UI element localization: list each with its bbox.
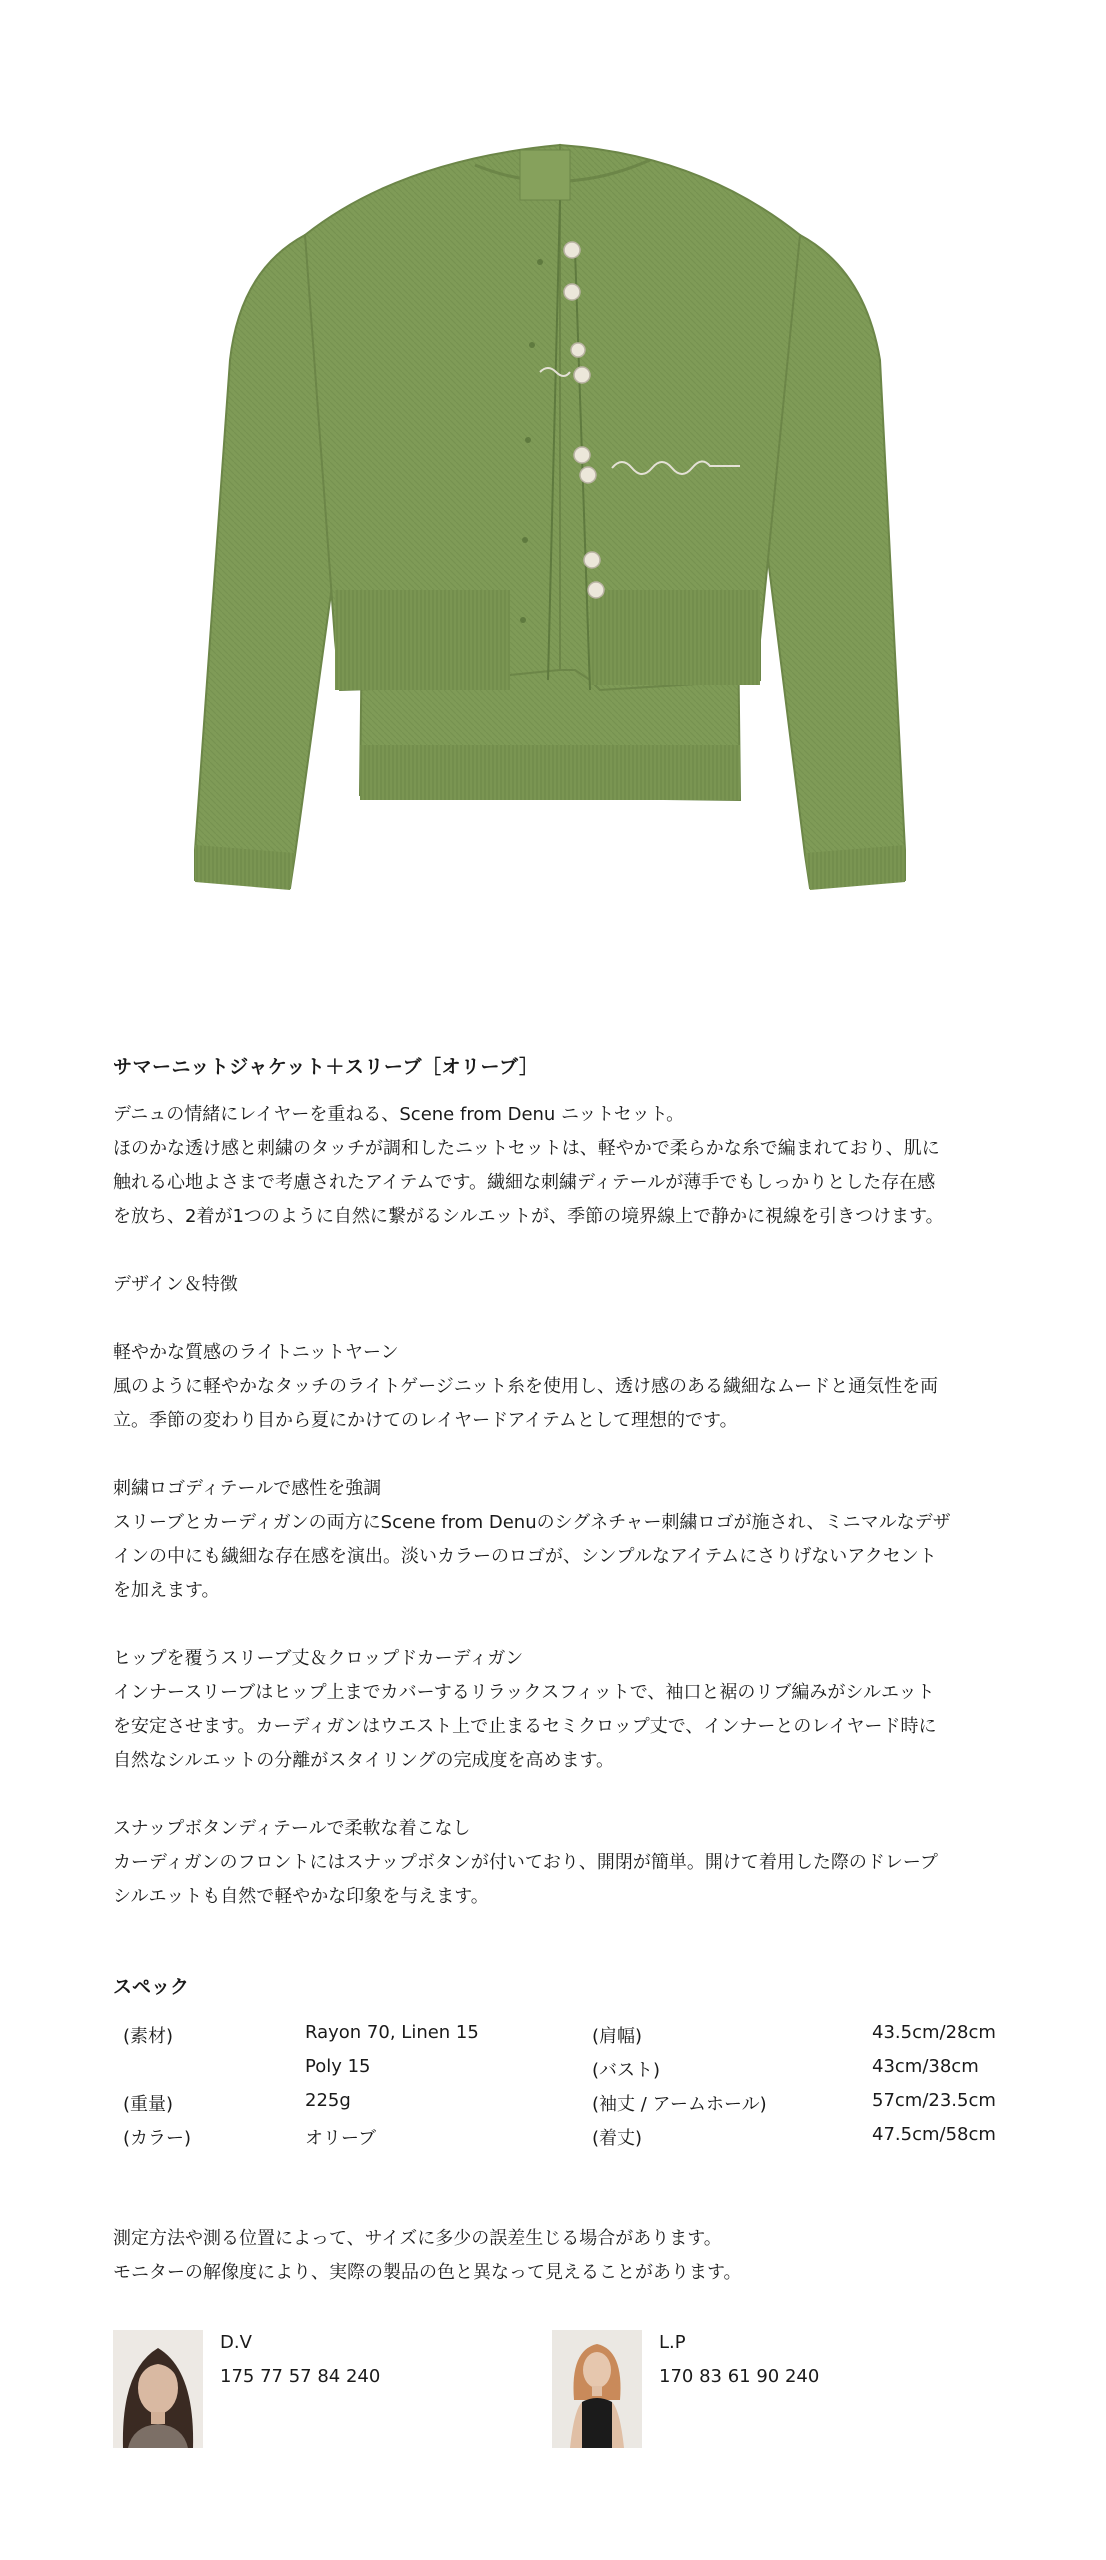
feature-heading: 刺繍ロゴディテールで感性を強調 <box>113 1478 382 1499</box>
feature-section-fit <box>113 1642 1003 1778</box>
spec-value: 43.5cm/28cm <box>872 2022 996 2043</box>
note-line: モニターの解像度により、実際の製品の色と異なって見えることがあります。 <box>113 2262 742 2283</box>
spec-value: 57cm/23.5cm <box>872 2090 996 2111</box>
spec-label: (袖丈 / アームホール) <box>592 2094 767 2115</box>
intro-line: 触れる心地よさまで考慮されたアイテムです。繊細な刺繍ディテールが薄手でもしっかりとした存在感 <box>113 1172 936 1193</box>
disclaimer-notes <box>113 2222 1003 2290</box>
model-photo <box>552 2330 642 2448</box>
spec-row <box>0 2022 1106 2056</box>
feature-section-yarn <box>113 1336 1003 1438</box>
feature-line: 風のように軽やかなタッチのライトゲージニット糸を使用し、透け感のある繊細なムードと通気性を両 <box>113 1376 939 1397</box>
model-card-dv <box>113 2330 513 2450</box>
spec-label: (カラー) <box>123 2128 192 2149</box>
spec-value: Rayon 70, Linen 15 <box>305 2022 479 2043</box>
spec-label: (素材) <box>123 2026 174 2047</box>
feature-line: カーディガンのフロントにはスナップボタンが付いており、開閉が簡単。開けて着用した際のドレープ <box>113 1852 938 1873</box>
feature-line: を加えます。 <box>113 1580 220 1601</box>
spec-value: 43cm/38cm <box>872 2056 979 2077</box>
knit-set-illustration <box>0 0 1106 960</box>
spec-row <box>0 2090 1106 2124</box>
feature-heading: 軽やかな質感のライトニットヤーン <box>113 1342 399 1363</box>
spec-label: (重量) <box>123 2094 174 2115</box>
feature-section-logo <box>113 1472 1003 1608</box>
intro-line: デニュの情緒にレイヤーを重ねる、Scene from Denu ニットセット。 <box>113 1104 685 1125</box>
feature-line: インナースリーブはヒップ上までカバーするリラックスフィットで、袖口と裾のリブ編みがシルエット <box>113 1682 935 1703</box>
intro-paragraph <box>113 1098 1003 1234</box>
feature-line: 立。季節の変わり目から夏にかけてのレイヤードアイテムとして理想的です。 <box>113 1410 738 1431</box>
model-name: D.V <box>220 2332 252 2353</box>
feature-line: を安定させます。カーディガンはウエスト上で止まるセミクロップ丈で、インナーとのレイヤード時に <box>113 1716 937 1737</box>
spec-label: (着丈) <box>592 2128 643 2149</box>
model-sizes: 175 77 57 84 240 <box>220 2366 381 2387</box>
spec-value: オリーブ <box>305 2128 377 2149</box>
spec-label: (肩幅) <box>592 2026 643 2047</box>
feature-line: シルエットも自然で軽やかな印象を与えます。 <box>113 1886 489 1907</box>
feature-line: スリーブとカーディガンの両方にScene from Denuのシグネチャー刺繍ロゴが施され、ミニマルなデザ <box>113 1512 951 1533</box>
feature-heading: ヒップを覆うスリーブ丈＆クロップドカーディガン <box>113 1648 524 1669</box>
model-sizes: 170 83 61 90 240 <box>659 2366 820 2387</box>
intro-line: を放ち、2着が1つのように自然に繋がるシルエットが、季節の境界線上で静かに視線を引きつけます。 <box>113 1206 944 1227</box>
spec-value: 47.5cm/58cm <box>872 2124 996 2145</box>
feature-section-snap <box>113 1812 1003 1914</box>
spec-value: Poly 15 <box>305 2056 371 2077</box>
intro-line: ほのかな透け感と刺繍のタッチが調和したニットセットは、軽やかで柔らかな糸で編まれており、肌に <box>113 1138 940 1159</box>
product-image <box>0 0 1106 960</box>
feature-line: インの中にも繊細な存在感を演出。淡いカラーのロゴが、シンプルなアイテムにさりげないアクセント <box>113 1546 937 1567</box>
product-title: サマーニットジャケット＋スリーブ［オリーブ］ <box>113 1056 539 1078</box>
spec-row <box>0 2124 1106 2158</box>
note-line: 測定方法や測る位置によって、サイズに多少の誤差生じる場合があります。 <box>113 2228 722 2249</box>
feature-line: 自然なシルエットの分離がスタイリングの完成度を高めます。 <box>113 1750 615 1771</box>
model-photo <box>113 2330 203 2448</box>
spec-title: スペック <box>113 1976 190 1998</box>
model-name: L.P <box>659 2332 686 2353</box>
spec-value: 225g <box>305 2090 351 2111</box>
spec-label: (バスト) <box>592 2060 661 2081</box>
design-heading: デザイン＆特徴 <box>113 1274 238 1295</box>
feature-heading: スナップボタンディテールで柔軟な着こなし <box>113 1818 471 1839</box>
spec-row <box>0 2056 1106 2090</box>
model-card-lp <box>552 2330 952 2450</box>
